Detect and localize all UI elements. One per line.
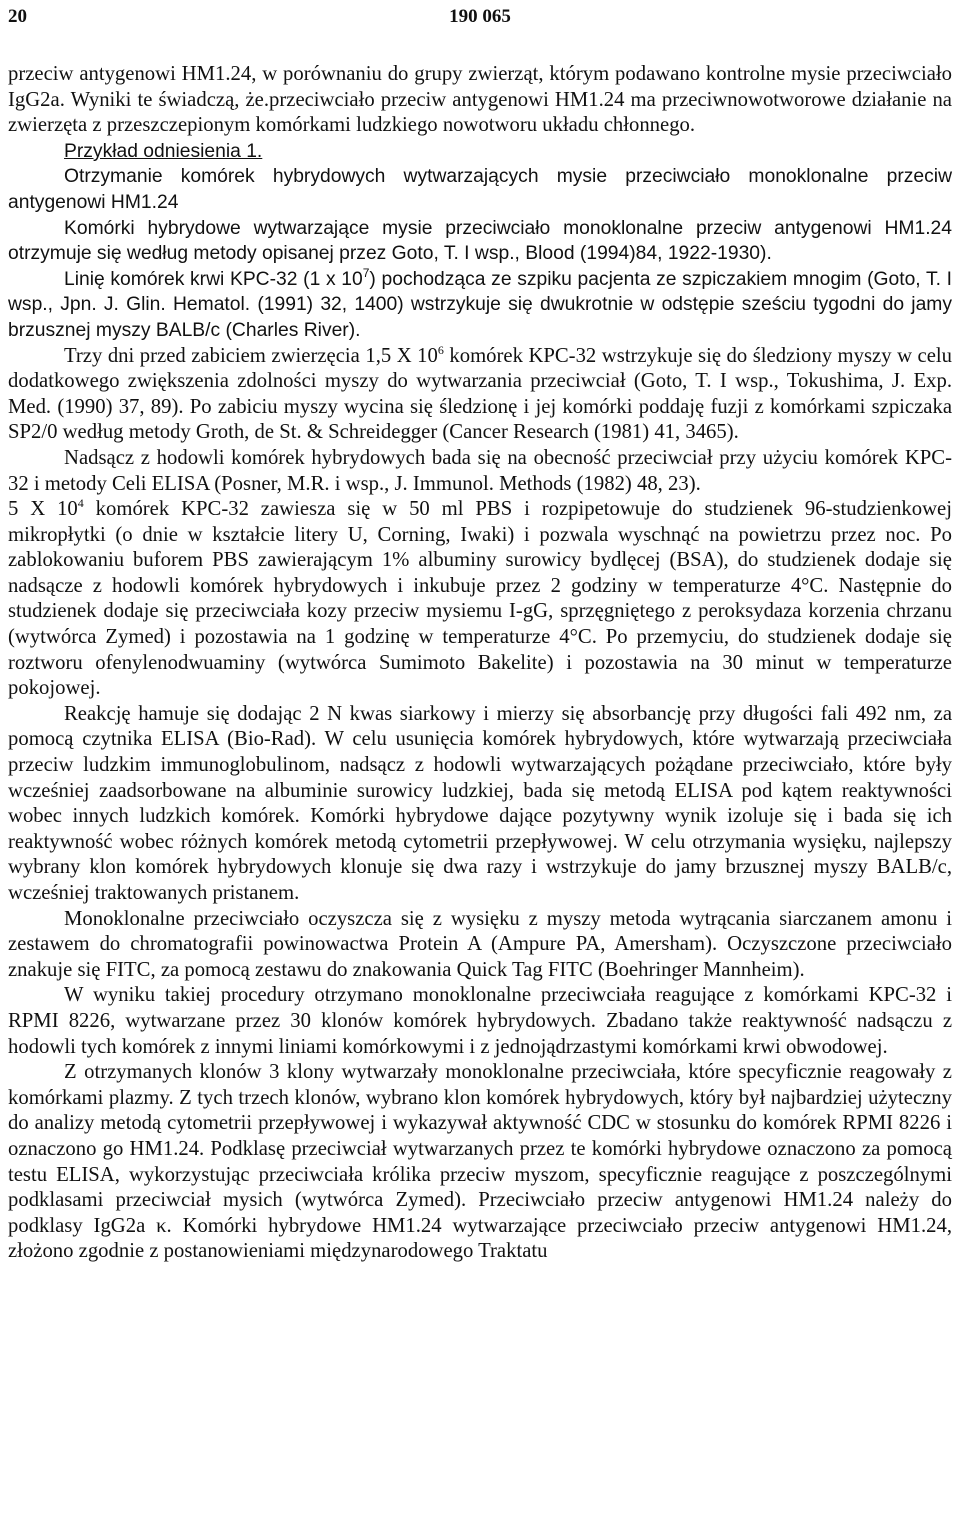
page-header: [8, 4, 952, 30]
paragraph-6: Nadsącz z hodowli komórek hybrydowych bada się na obecność przeciwciał przy użyciu komórek KPC-32 i metody Celi ELISA (Posner, M.R. i wsp., J. Immunol. Methods (1982) 48, 23).: [8, 446, 952, 495]
paragraph-4-text-a: Linię komórek krwi KPC-32 (1 x 10: [64, 268, 363, 290]
paragraph-5-text-b: komórek KPC-32 wstrzykuje się do śledziony myszy w celu dodatkowego zwiększenia zdolności myszy do wytwarzania przeciwciał (Goto, T. I wsp., Tokushima, J. Exp. Med. (1990) 37, 89). Po zabiciu myszy wycina się śledzionę i jej komórki poddaję fuzji z komórkami szpiczaka SP2/0 według metody Groth, de St. & Schreidegger (Cancer Research (1981) 41, 3465).: [8, 344, 952, 444]
page-number: 20: [8, 6, 27, 27]
paragraph-7-text-b: komórek KPC-32 zawiesza się w 50 ml PBS i rozpipetowuje do studzienek 96-studzienkowej mikropłytki (o dnie w kształcie litery U, Corning, Iwaki) i pozwala wyschnąć na powietrzu przez noc. Po zablokowaniu buforem PBS zawierającym 1% albuminy surowicy bydlęcej (BSA), do studzienek dodaje się nadsącze z hodowli komórek hybrydowych i inkubuje przez 2 godziny w temperaturze 4°C. Następnie do studzienek dodaje się przeciwciała kozy przeciw mysiemu I-gG, sprzęgniętego z peroksydaza korzenia chrzanu (wytwórca Zymed) i pozostawia na 1 godzinę w temperaturze 4°C. Po przemyciu, do studzienek dodaje się roztworu ofenylenodwuaminy (wytwórca Sumimoto Bakelite) i pozostawia na 30 minut w temperaturze pokojowej.: [8, 498, 952, 700]
patent-number: 190 065: [449, 6, 511, 27]
paragraph-7: [8, 497, 952, 702]
paragraph-5-text-a: Trzy dni przed zabiciem zwierzęcia 1,5 X 10: [64, 344, 438, 367]
paragraph-4-exponent: 7: [362, 265, 370, 280]
document-body: [8, 62, 952, 1265]
paragraph-5: [8, 344, 952, 446]
paragraph-11: Z otrzymanych klonów 3 klony wytwarzały monoklonalne przeciwciała, które specyficznie reagowały z komórkami plazmy. Z tych trzech klonów, wybrano klon komórek hybrydowych, który był najbardziej użyteczny do analizy metodą cytometrii przepływowej i wykazywał aktywność CDC w stosunku do komórek RPMI 8226 i oznaczono go HM1.24. Podklasę przeciwciał wytwarzanych przez te komórki hybrydowe oznaczono za pomocą testu ELISA, wykorzystując przeciwciała królika przeciw myszom, specyficznie reagujące z poszczególnymi podklasami przeciwciał mysich (wytwórca Zymed). Przeciwciało przeciw antygenowi HM1.24 należy do podklasy IgG2a κ. Komórki hybrydowe HM1.24 wytwarzające przeciwciało przeciw antygenowi HM1.24, złożono zgodnie z postanowieniami międzynarodowego Traktatu: [8, 1061, 952, 1263]
paragraph-8: Reakcję hamuje się dodając 2 N kwas siarkowy i mierzy się absorbancję przy długości fali 492 nm, za pomocą czytnika ELISA (Bio-Rad). W celu usunięcia komórek hybrydowych, które wytwarzają przeciwciała przeciw ludzkim immunoglobulinom, nadsącz z hodowli wytwarzających pożądane przeciwciało, które były wcześniej zaadsorbowane na albuminie surowicy ludzkiej, bada się metodą ELISA pod kątem reaktywności wobec innych ludzkich komórek. Komórki hybrydowe dające pozytywny wynik izoluje się i bada się ich reaktywność wobec różnych komórek metodą cytometrii przepływowej. W celu otrzymania wysięku, najlepszy wybrany klon komórek hybrydowych klonuje się dwa razy i wstrzykuje do jamy brzusznej myszy BALB/c, wcześniej traktowanych pristanem.: [8, 702, 952, 904]
paragraph-7-exponent: 4: [77, 496, 84, 511]
example-heading-text: Przykład odniesienia 1.: [64, 140, 263, 162]
paragraph-4: [8, 267, 952, 344]
paragraph-5-exponent: 6: [437, 342, 444, 357]
paragraph-2: Otrzymanie komórek hybrydowych wytwarzających mysie przeciwciało monoklonalne przeciw antygenowi HM1.24: [8, 166, 952, 213]
paragraph-4-text-b: ) pochodząca ze szpiku pacjenta ze szpiczakiem mnogim (Goto, T. I wsp., Jpn. J. Glin. Hematol. (1991) 32, 1400) wstrzykuje się dwukrotnie w odstępie sześciu tygodni do jamy brzusznej myszy BALB/c (Charles River).: [8, 268, 953, 341]
paragraph-1: przeciw antygenowi HM1.24, w porównaniu do grupy zwierząt, którym podawano kontrolne mysie przeciwciało IgG2a. Wyniki te świadczą, że.przeciwciało przeciw antygenowi HM1.24 ma przeciwnowotworowe działanie na zwierzęta z przeszczepionym komórkami ludzkiego nowotworu układu chłonnego.: [8, 63, 952, 137]
paragraph-10: W wyniku takiej procedury otrzymano monoklonalne przeciwciała reagujące z komórkami KPC-32 i RPMI 8226, wytwarzane przez 30 klonów komórek hybrydowych. Zbadano także reaktywność nadsączu z hodowli tych komórek z innymi liniami komórkowymi i z jednojądrzastymi komórkami krwi obwodowej.: [8, 984, 952, 1058]
example-heading: [8, 139, 952, 165]
paragraph-9: Monoklonalne przeciwciało oczyszcza się z wysięku z myszy metoda wytrącania siarczanem amonu i zestawem do chromatografii powinowactwa Protein A (Ampure PA, Amersham). Oczyszczone przeciwciało znakuje się FITC, za pomocą zestawu do znakowania Quick Tag FITC (Boehringer Mannheim).: [8, 907, 952, 981]
paragraph-3: Komórki hybrydowe wytwarzające mysie przeciwciało monoklonalne przeciw antygenowi HM1.24 otrzymuje się według metody opisanej przez Goto, T. I wsp., Blood (1994)84, 1922-1930).: [8, 217, 952, 265]
paragraph-7-text-a: 5 X 10: [8, 498, 78, 521]
